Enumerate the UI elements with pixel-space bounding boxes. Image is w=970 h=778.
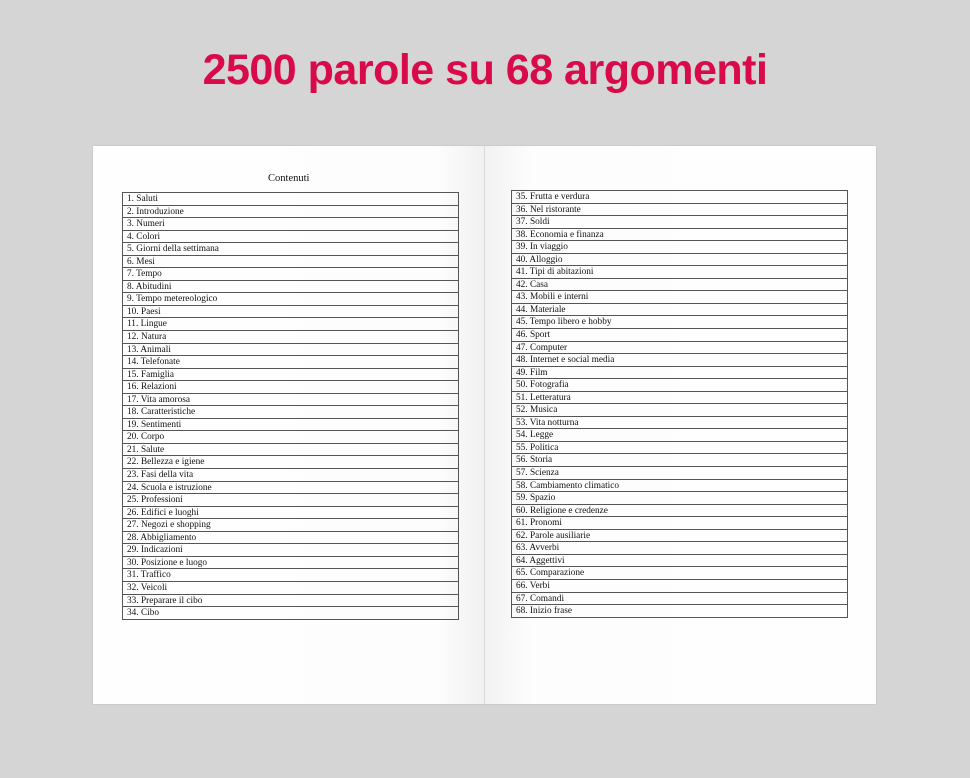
toc-entry: 21. Salute [123,444,458,457]
toc-entry: 68. Inizio frase [512,605,847,618]
right-page [485,146,876,704]
toc-entry: 9. Tempo metereologico [123,293,458,306]
toc-entry: 22. Bellezza e igiene [123,456,458,469]
toc-entry: 44. Materiale [512,304,847,317]
toc-entry: 2. Introduzione [123,206,458,219]
toc-entry: 39. In viaggio [512,241,847,254]
toc-entry: 6. Mesi [123,256,458,269]
toc-entry: 48. Internet e social media [512,354,847,367]
toc-entry: 52. Musica [512,404,847,417]
toc-entry: 65. Comparazione [512,567,847,580]
toc-entry: 31. Traffico [123,569,458,582]
toc-entry: 35. Frutta e verdura [512,191,847,204]
toc-entry: 34. Cibo [123,607,458,620]
toc-entry: 17. Vita amorosa [123,394,458,407]
toc-entry: 62. Parole ausiliarie [512,530,847,543]
toc-entry: 8. Abitudini [123,281,458,294]
contents-heading: Contenuti [268,173,310,184]
toc-entry: 25. Professioni [123,494,458,507]
toc-entry: 45. Tempo libero e hobby [512,316,847,329]
toc-entry: 60. Religione e credenze [512,505,847,518]
toc-entry: 40. Alloggio [512,254,847,267]
toc-entry: 38. Economia e finanza [512,229,847,242]
toc-entry: 51. Letteratura [512,392,847,405]
toc-entry: 24. Scuola e istruzione [123,482,458,495]
toc-entry: 30. Posizione e luogo [123,557,458,570]
toc-entry: 27. Negozi e shopping [123,519,458,532]
toc-entry: 58. Cambiamento climatico [512,480,847,493]
toc-entry: 54. Legge [512,429,847,442]
toc-entry: 10. Paesi [123,306,458,319]
toc-entry: 56. Storia [512,454,847,467]
toc-entry: 47. Computer [512,342,847,355]
left-page [93,146,485,704]
toc-entry: 15. Famiglia [123,369,458,382]
toc-entry: 7. Tempo [123,268,458,281]
toc-entry: 57. Scienza [512,467,847,480]
toc-entry: 33. Preparare il cibo [123,595,458,608]
toc-entry: 1. Saluti [123,193,458,206]
toc-entry: 11. Lingue [123,318,458,331]
toc-entry: 53. Vita notturna [512,417,847,430]
toc-entry: 67. Comandi [512,593,847,606]
toc-entry: 5. Giorni della settimana [123,243,458,256]
right-toc-list [511,190,848,618]
toc-entry: 37. Soldi [512,216,847,229]
toc-entry: 13. Animali [123,344,458,357]
toc-entry: 43. Mobili e interni [512,291,847,304]
toc-entry: 42. Casa [512,279,847,292]
book-spread [93,146,876,704]
toc-entry: 3. Numeri [123,218,458,231]
toc-entry: 23. Fasi della vita [123,469,458,482]
toc-entry: 14. Telefonate [123,356,458,369]
toc-entry: 59. Spazio [512,492,847,505]
page-title: 2500 parole su 68 argomenti [202,46,768,94]
toc-entry: 32. Veicoli [123,582,458,595]
toc-entry: 64. Aggettivi [512,555,847,568]
toc-entry: 63. Avverbi [512,542,847,555]
toc-entry: 36. Nel ristorante [512,204,847,217]
toc-entry: 4. Colori [123,231,458,244]
toc-entry: 29. Indicazioni [123,544,458,557]
toc-entry: 18. Caratteristiche [123,406,458,419]
toc-entry: 28. Abbigliamento [123,532,458,545]
toc-entry: 66. Verbi [512,580,847,593]
toc-entry: 26. Edifici e luoghi [123,507,458,520]
toc-entry: 12. Natura [123,331,458,344]
toc-entry: 50. Fotografia [512,379,847,392]
toc-entry: 55. Politica [512,442,847,455]
toc-entry: 49. Film [512,367,847,380]
left-toc-list [122,192,459,620]
toc-entry: 19. Sentimenti [123,419,458,432]
toc-entry: 20. Corpo [123,431,458,444]
toc-entry: 61. Pronomi [512,517,847,530]
toc-entry: 46. Sport [512,329,847,342]
toc-entry: 41. Tipi di abitazioni [512,266,847,279]
toc-entry: 16. Relazioni [123,381,458,394]
